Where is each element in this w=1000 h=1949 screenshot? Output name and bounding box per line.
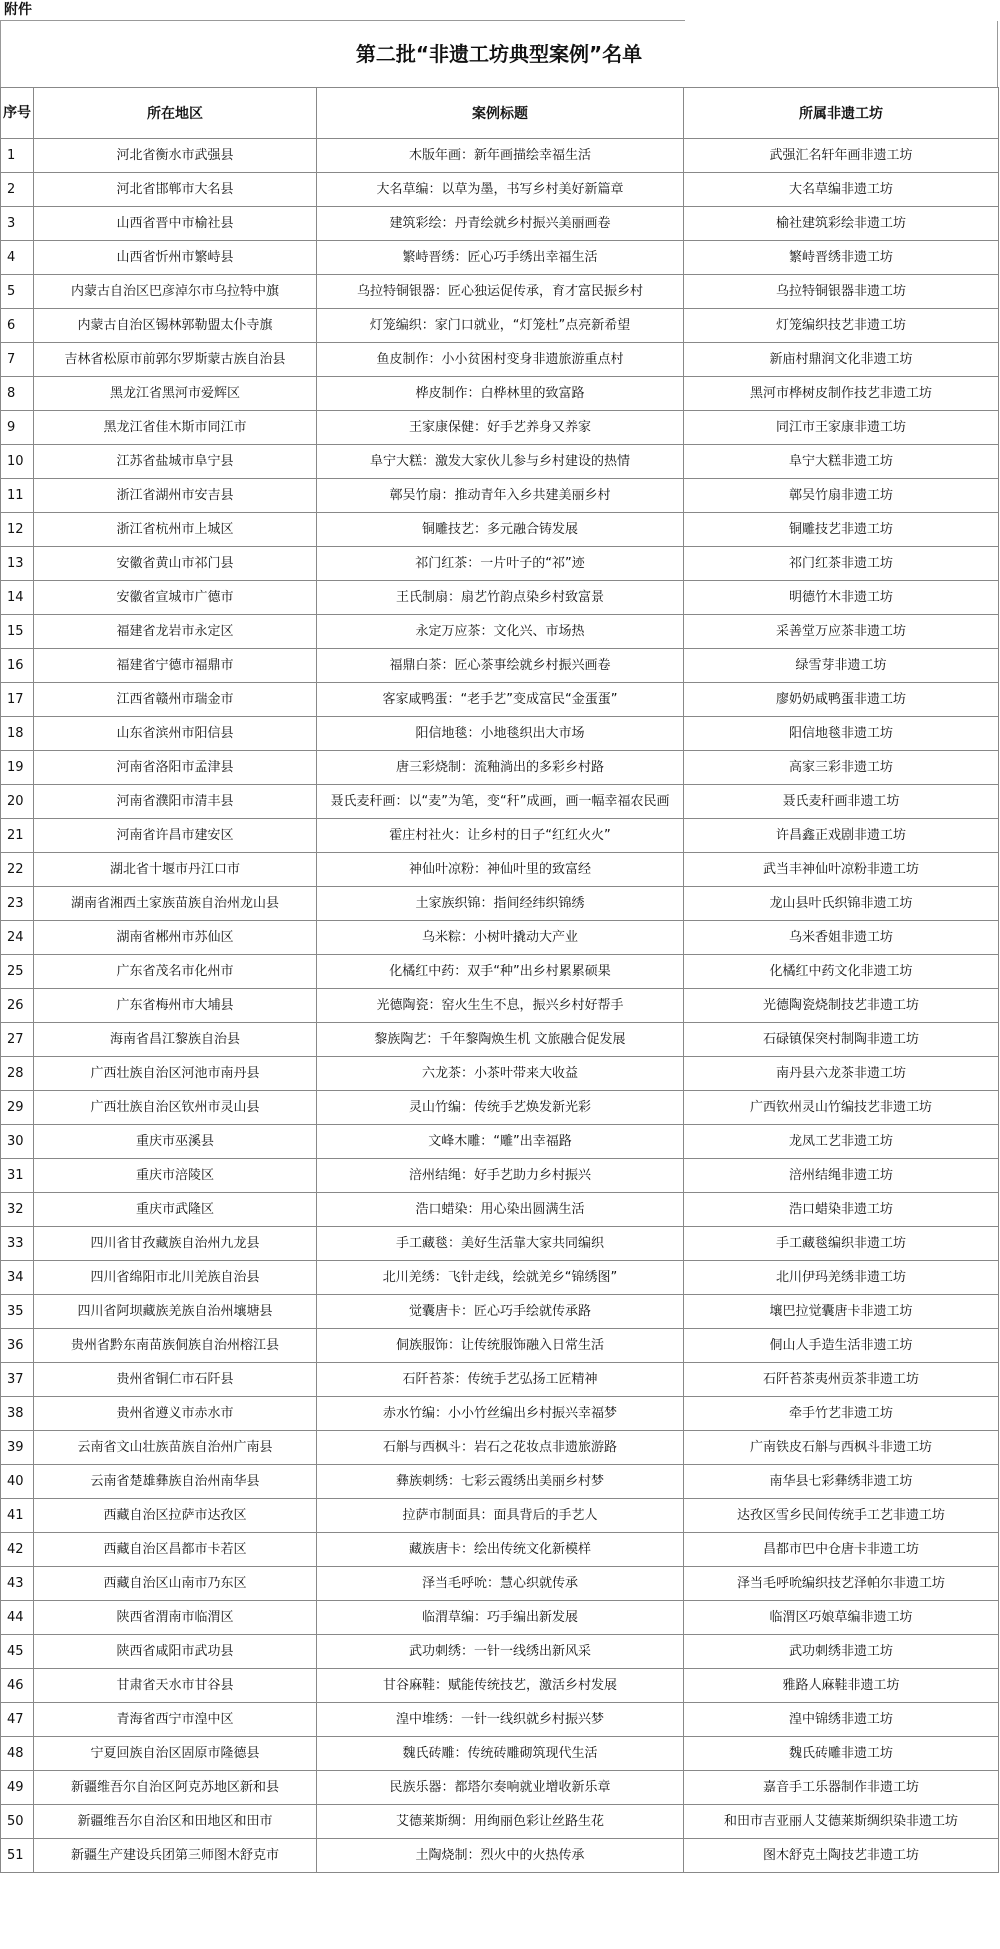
cell-case-title: 六龙茶：小茶叶带来大收益: [317, 1057, 684, 1091]
table-row: [1, 1567, 999, 1601]
cell-region: 新疆维吾尔自治区和田地区和田市: [34, 1805, 317, 1839]
cell-case-title: 霍庄村社火：让乡村的日子“红红火火”: [317, 819, 684, 853]
cell-case-title: 阳信地毯：小地毯织出大市场: [317, 717, 684, 751]
cell-case-title: 石阡苔茶：传统手艺弘扬工匠精神: [317, 1363, 684, 1397]
cell-workshop: 光德陶瓷烧制技艺非遗工坊: [684, 989, 999, 1023]
table-row: [1, 1703, 999, 1737]
table-row: [1, 1805, 999, 1839]
table-row: [1, 1431, 999, 1465]
cell-case-title: 艾德莱斯绸：用绚丽色彩让丝路生花: [317, 1805, 684, 1839]
table-row: [1, 989, 999, 1023]
cell-workshop: 新庙村鼎润文化非遗工坊: [684, 343, 999, 377]
table-row: [1, 887, 999, 921]
cell-seq: 12: [1, 513, 34, 547]
cell-workshop: 阳信地毯非遗工坊: [684, 717, 999, 751]
cell-workshop: 手工藏毯编织非遗工坊: [684, 1227, 999, 1261]
cell-case-title: 建筑彩绘：丹青绘就乡村振兴美丽画卷: [317, 207, 684, 241]
cell-workshop: 阜宁大糕非遗工坊: [684, 445, 999, 479]
cell-seq: 14: [1, 581, 34, 615]
table-row: [1, 853, 999, 887]
cell-workshop: 武功刺绣非遗工坊: [684, 1635, 999, 1669]
cell-workshop: 广南铁皮石斛与西枫斗非遗工坊: [684, 1431, 999, 1465]
cell-seq: 3: [1, 207, 34, 241]
table-row: [1, 1295, 999, 1329]
cell-workshop: 龙凤工艺非遗工坊: [684, 1125, 999, 1159]
cell-case-title: 石斛与西枫斗：岩石之花妆点非遗旅游路: [317, 1431, 684, 1465]
table-row: [1, 1159, 999, 1193]
cell-seq: 24: [1, 921, 34, 955]
cell-case-title: 福鼎白茶：匠心茶事绘就乡村振兴画卷: [317, 649, 684, 683]
table-row: [1, 1499, 999, 1533]
cell-case-title: 客家咸鸭蛋：“老手艺”变成富民“金蛋蛋”: [317, 683, 684, 717]
table-row: [1, 1397, 999, 1431]
cell-case-title: 鱼皮制作：小小贫困村变身非遗旅游重点村: [317, 343, 684, 377]
cell-region: 内蒙古自治区巴彦淖尔市乌拉特中旗: [34, 275, 317, 309]
cell-case-title: 鄣吴竹扇：推动青年入乡共建美丽乡村: [317, 479, 684, 513]
cell-seq: 18: [1, 717, 34, 751]
cell-workshop: 图木舒克土陶技艺非遗工坊: [684, 1839, 999, 1873]
cell-case-title: 武功刺绣：一针一线绣出新风采: [317, 1635, 684, 1669]
cell-case-title: 灵山竹编：传统手艺焕发新光彩: [317, 1091, 684, 1125]
table-row: [1, 683, 999, 717]
cell-workshop: 化橘红中药文化非遗工坊: [684, 955, 999, 989]
cell-workshop: 涪州结绳非遗工坊: [684, 1159, 999, 1193]
cell-case-title: 赤水竹编：小小竹丝编出乡村振兴幸福梦: [317, 1397, 684, 1431]
cell-seq: 31: [1, 1159, 34, 1193]
cell-seq: 42: [1, 1533, 34, 1567]
cell-region: 广西壮族自治区钦州市灵山县: [34, 1091, 317, 1125]
cell-seq: 25: [1, 955, 34, 989]
table-body: [1, 139, 999, 1873]
cell-workshop: 昌都市巴中仓唐卡非遗工坊: [684, 1533, 999, 1567]
table-row: [1, 275, 999, 309]
cell-region: 新疆生产建设兵团第三师图木舒克市: [34, 1839, 317, 1873]
cell-region: 新疆维吾尔自治区阿克苏地区新和县: [34, 1771, 317, 1805]
table-row: [1, 1329, 999, 1363]
cell-seq: 20: [1, 785, 34, 819]
cell-region: 广西壮族自治区河池市南丹县: [34, 1057, 317, 1091]
cell-workshop: 魏氏砖雕非遗工坊: [684, 1737, 999, 1771]
cell-workshop: 壤巴拉觉囊唐卡非遗工坊: [684, 1295, 999, 1329]
cell-case-title: 涪州结绳：好手艺助力乡村振兴: [317, 1159, 684, 1193]
cell-case-title: 祁门红茶：一片叶子的“祁”迹: [317, 547, 684, 581]
cell-seq: 22: [1, 853, 34, 887]
cell-region: 湖北省十堰市丹江口市: [34, 853, 317, 887]
table-row: [1, 1533, 999, 1567]
cell-workshop: 采善堂万应茶非遗工坊: [684, 615, 999, 649]
cell-seq: 1: [1, 139, 34, 173]
table-row: [1, 785, 999, 819]
cell-workshop: 绿雪芽非遗工坊: [684, 649, 999, 683]
cell-region: 浙江省湖州市安吉县: [34, 479, 317, 513]
cell-workshop: 嘉音手工乐器制作非遗工坊: [684, 1771, 999, 1805]
table-row: [1, 377, 999, 411]
header-workshop: 所属非遗工坊: [684, 88, 999, 139]
cell-seq: 8: [1, 377, 34, 411]
cell-workshop: 临渭区巧娘草编非遗工坊: [684, 1601, 999, 1635]
cell-region: 重庆市武隆区: [34, 1193, 317, 1227]
cell-seq: 39: [1, 1431, 34, 1465]
cell-seq: 11: [1, 479, 34, 513]
cell-case-title: 光德陶瓷：窑火生生不息，振兴乡村好帮手: [317, 989, 684, 1023]
cell-region: 河南省许昌市建安区: [34, 819, 317, 853]
table-row: [1, 479, 999, 513]
cell-seq: 48: [1, 1737, 34, 1771]
table-row: [1, 1125, 999, 1159]
cell-seq: 32: [1, 1193, 34, 1227]
cell-case-title: 临渭草编：巧手编出新发展: [317, 1601, 684, 1635]
cell-workshop: 榆社建筑彩绘非遗工坊: [684, 207, 999, 241]
cell-seq: 30: [1, 1125, 34, 1159]
table-row: [1, 547, 999, 581]
cell-region: 山东省滨州市阳信县: [34, 717, 317, 751]
header-region: 所在地区: [34, 88, 317, 139]
cell-case-title: 土家族织锦：指间经纬织锦绣: [317, 887, 684, 921]
cell-region: 安徽省宣城市广德市: [34, 581, 317, 615]
cell-workshop: 大名草编非遗工坊: [684, 173, 999, 207]
cell-region: 青海省西宁市湟中区: [34, 1703, 317, 1737]
cell-region: 广东省茂名市化州市: [34, 955, 317, 989]
table-row: [1, 1839, 999, 1873]
cell-region: 贵州省黔东南苗族侗族自治州榕江县: [34, 1329, 317, 1363]
table-row: [1, 411, 999, 445]
cell-case-title: 泽当毛呼吮：慧心织就传承: [317, 1567, 684, 1601]
cell-seq: 19: [1, 751, 34, 785]
cell-workshop: 北川伊玛羌绣非遗工坊: [684, 1261, 999, 1295]
cell-seq: 17: [1, 683, 34, 717]
cell-region: 海南省昌江黎族自治县: [34, 1023, 317, 1057]
attachment-label: 附件: [4, 2, 32, 18]
cell-region: 西藏自治区拉萨市达孜区: [34, 1499, 317, 1533]
cell-case-title: 觉囊唐卡：匠心巧手绘就传承路: [317, 1295, 684, 1329]
cell-case-title: 聂氏麦秆画：以“麦”为笔，变“秆”成画，画一幅幸福农民画: [317, 785, 684, 819]
cell-seq: 49: [1, 1771, 34, 1805]
cell-workshop: 龙山县叶氏织锦非遗工坊: [684, 887, 999, 921]
table-row: [1, 1261, 999, 1295]
cell-region: 浙江省杭州市上城区: [34, 513, 317, 547]
cell-workshop: 浩口蜡染非遗工坊: [684, 1193, 999, 1227]
cell-seq: 36: [1, 1329, 34, 1363]
table-header-row: [1, 88, 999, 139]
cell-workshop: 侗山人手造生活非遗工坊: [684, 1329, 999, 1363]
cell-case-title: 乌米粽：小树叶撬动大产业: [317, 921, 684, 955]
cell-seq: 50: [1, 1805, 34, 1839]
cell-region: 贵州省遵义市赤水市: [34, 1397, 317, 1431]
cell-case-title: 民族乐器：都塔尔奏响就业增收新乐章: [317, 1771, 684, 1805]
cell-workshop: 同江市王家康非遗工坊: [684, 411, 999, 445]
cell-region: 云南省文山壮族苗族自治州广南县: [34, 1431, 317, 1465]
cell-region: 湖南省湘西土家族苗族自治州龙山县: [34, 887, 317, 921]
cell-workshop: 武当丰神仙叶凉粉非遗工坊: [684, 853, 999, 887]
table-row: [1, 1227, 999, 1261]
table-row: [1, 1635, 999, 1669]
cell-workshop: 许昌鑫正戏剧非遗工坊: [684, 819, 999, 853]
cell-workshop: 黑河市桦树皮制作技艺非遗工坊: [684, 377, 999, 411]
cell-region: 吉林省松原市前郭尔罗斯蒙古族自治县: [34, 343, 317, 377]
cell-case-title: 侗族服饰：让传统服饰融入日常生活: [317, 1329, 684, 1363]
cell-workshop: 和田市吉亚丽人艾德莱斯绸织染非遗工坊: [684, 1805, 999, 1839]
cell-seq: 21: [1, 819, 34, 853]
cell-seq: 35: [1, 1295, 34, 1329]
table-row: [1, 513, 999, 547]
table-row: [1, 921, 999, 955]
cell-seq: 43: [1, 1567, 34, 1601]
cell-seq: 29: [1, 1091, 34, 1125]
cell-region: 西藏自治区昌都市卡若区: [34, 1533, 317, 1567]
cell-region: 福建省龙岩市永定区: [34, 615, 317, 649]
cell-region: 河北省邯郸市大名县: [34, 173, 317, 207]
table-row: [1, 343, 999, 377]
table-row: [1, 1601, 999, 1635]
cell-case-title: 拉萨市制面具：面具背后的手艺人: [317, 1499, 684, 1533]
cell-seq: 51: [1, 1839, 34, 1873]
cell-seq: 5: [1, 275, 34, 309]
table-row: [1, 1771, 999, 1805]
table-row: [1, 1193, 999, 1227]
cell-seq: 37: [1, 1363, 34, 1397]
cell-seq: 47: [1, 1703, 34, 1737]
cell-case-title: 甘谷麻鞋：赋能传统技艺，激活乡村发展: [317, 1669, 684, 1703]
cell-seq: 28: [1, 1057, 34, 1091]
cell-workshop: 雅路人麻鞋非遗工坊: [684, 1669, 999, 1703]
cell-workshop: 聂氏麦秆画非遗工坊: [684, 785, 999, 819]
cell-region: 甘肃省天水市甘谷县: [34, 1669, 317, 1703]
cell-case-title: 藏族唐卡：绘出传统文化新模样: [317, 1533, 684, 1567]
cell-seq: 13: [1, 547, 34, 581]
cell-case-title: 文峰木雕：“雕”出幸福路: [317, 1125, 684, 1159]
cell-region: 云南省楚雄彝族自治州南华县: [34, 1465, 317, 1499]
cell-case-title: 彝族刺绣：七彩云霞绣出美丽乡村梦: [317, 1465, 684, 1499]
header-case-title: 案例标题: [317, 88, 684, 139]
cell-workshop: 达孜区雪乡民间传统手工艺非遗工坊: [684, 1499, 999, 1533]
cell-case-title: 铜雕技艺：多元融合铸发展: [317, 513, 684, 547]
cell-workshop: 乌米香姐非遗工坊: [684, 921, 999, 955]
table-row: [1, 173, 999, 207]
cell-workshop: 高家三彩非遗工坊: [684, 751, 999, 785]
table-row: [1, 615, 999, 649]
cell-region: 湖南省郴州市苏仙区: [34, 921, 317, 955]
cell-seq: 34: [1, 1261, 34, 1295]
cell-seq: 4: [1, 241, 34, 275]
table-row: [1, 139, 999, 173]
cell-seq: 16: [1, 649, 34, 683]
cell-region: 黑龙江省佳木斯市同江市: [34, 411, 317, 445]
cell-seq: 46: [1, 1669, 34, 1703]
cell-workshop: 乌拉特铜银器非遗工坊: [684, 275, 999, 309]
cell-seq: 41: [1, 1499, 34, 1533]
cell-region: 江西省赣州市瑞金市: [34, 683, 317, 717]
cell-region: 福建省宁德市福鼎市: [34, 649, 317, 683]
cell-region: 重庆市涪陵区: [34, 1159, 317, 1193]
cell-workshop: 鄣吴竹扇非遗工坊: [684, 479, 999, 513]
cell-region: 西藏自治区山南市乃东区: [34, 1567, 317, 1601]
cell-region: 陕西省渭南市临渭区: [34, 1601, 317, 1635]
cell-region: 四川省阿坝藏族羌族自治州壤塘县: [34, 1295, 317, 1329]
cell-region: 江苏省盐城市阜宁县: [34, 445, 317, 479]
cell-case-title: 唐三彩烧制：流釉淌出的多彩乡村路: [317, 751, 684, 785]
cell-region: 黑龙江省黑河市爱辉区: [34, 377, 317, 411]
cell-region: 贵州省铜仁市石阡县: [34, 1363, 317, 1397]
cell-case-title: 黎族陶艺：千年黎陶焕生机 文旅融合促发展: [317, 1023, 684, 1057]
table-row: [1, 717, 999, 751]
cell-seq: 45: [1, 1635, 34, 1669]
cell-case-title: 北川羌绣：飞针走线，绘就羌乡“锦绣图”: [317, 1261, 684, 1295]
table-row: [1, 445, 999, 479]
cell-seq: 23: [1, 887, 34, 921]
cell-seq: 10: [1, 445, 34, 479]
cell-seq: 7: [1, 343, 34, 377]
cell-workshop: 石阡苔茶夷州贡茶非遗工坊: [684, 1363, 999, 1397]
cell-workshop: 廖奶奶咸鸭蛋非遗工坊: [684, 683, 999, 717]
cell-case-title: 魏氏砖雕：传统砖雕砌筑现代生活: [317, 1737, 684, 1771]
cell-workshop: 石碌镇保突村制陶非遗工坊: [684, 1023, 999, 1057]
page-title: 第二批“非遗工坊典型案例”名单: [0, 21, 998, 87]
cell-seq: 6: [1, 309, 34, 343]
cell-region: 重庆市巫溪县: [34, 1125, 317, 1159]
cell-case-title: 阜宁大糕：激发大家伙儿参与乡村建设的热情: [317, 445, 684, 479]
case-table: [0, 87, 999, 1873]
table-row: [1, 207, 999, 241]
table-row: [1, 1057, 999, 1091]
cell-case-title: 神仙叶凉粉：神仙叶里的致富经: [317, 853, 684, 887]
cell-seq: 44: [1, 1601, 34, 1635]
cell-case-title: 灯笼编织：家门口就业，“灯笼杜”点亮新希望: [317, 309, 684, 343]
cell-region: 河南省濮阳市清丰县: [34, 785, 317, 819]
table-row: [1, 1363, 999, 1397]
table-row: [1, 581, 999, 615]
cell-case-title: 化橘红中药：双手“种”出乡村累累硕果: [317, 955, 684, 989]
cell-seq: 26: [1, 989, 34, 1023]
cell-case-title: 永定万应茶：文化兴、市场热: [317, 615, 684, 649]
table-row: [1, 241, 999, 275]
cell-case-title: 木版年画：新年画描绘幸福生活: [317, 139, 684, 173]
cell-seq: 40: [1, 1465, 34, 1499]
cell-workshop: 武强汇名轩年画非遗工坊: [684, 139, 999, 173]
cell-workshop: 繁峙晋绣非遗工坊: [684, 241, 999, 275]
cell-region: 河北省衡水市武强县: [34, 139, 317, 173]
cell-region: 内蒙古自治区锡林郭勒盟太仆寺旗: [34, 309, 317, 343]
cell-seq: 33: [1, 1227, 34, 1261]
table-row: [1, 1737, 999, 1771]
cell-seq: 38: [1, 1397, 34, 1431]
cell-region: 河南省洛阳市孟津县: [34, 751, 317, 785]
cell-workshop: 泽当毛呼吮编织技艺泽帕尔非遗工坊: [684, 1567, 999, 1601]
table-row: [1, 1465, 999, 1499]
cell-seq: 2: [1, 173, 34, 207]
cell-case-title: 乌拉特铜银器：匠心独运促传承，育才富民振乡村: [317, 275, 684, 309]
cell-workshop: 湟中锦绣非遗工坊: [684, 1703, 999, 1737]
cell-region: 山西省晋中市榆社县: [34, 207, 317, 241]
cell-case-title: 手工藏毯：美好生活靠大家共同编织: [317, 1227, 684, 1261]
table-row: [1, 955, 999, 989]
table-row: [1, 309, 999, 343]
table-row: [1, 649, 999, 683]
cell-workshop: 南丹县六龙茶非遗工坊: [684, 1057, 999, 1091]
cell-case-title: 桦皮制作：白桦林里的致富路: [317, 377, 684, 411]
cell-case-title: 湟中堆绣：一针一线织就乡村振兴梦: [317, 1703, 684, 1737]
cell-region: 山西省忻州市繁峙县: [34, 241, 317, 275]
cell-region: 安徽省黄山市祁门县: [34, 547, 317, 581]
case-list-sheet: [0, 21, 998, 1873]
header-seq: 序号: [1, 88, 34, 139]
cell-seq: 15: [1, 615, 34, 649]
cell-region: 四川省甘孜藏族自治州九龙县: [34, 1227, 317, 1261]
cell-workshop: 南华县七彩彝绣非遗工坊: [684, 1465, 999, 1499]
cell-workshop: 广西钦州灵山竹编技艺非遗工坊: [684, 1091, 999, 1125]
table-row: [1, 1091, 999, 1125]
cell-workshop: 明德竹木非遗工坊: [684, 581, 999, 615]
cell-region: 宁夏回族自治区固原市隆德县: [34, 1737, 317, 1771]
cell-workshop: 铜雕技艺非遗工坊: [684, 513, 999, 547]
cell-workshop: 牵手竹艺非遗工坊: [684, 1397, 999, 1431]
cell-case-title: 王家康保健：好手艺养身又养家: [317, 411, 684, 445]
cell-workshop: 灯笼编织技艺非遗工坊: [684, 309, 999, 343]
cell-case-title: 大名草编：以草为墨，书写乡村美好新篇章: [317, 173, 684, 207]
table-row: [1, 1669, 999, 1703]
cell-case-title: 浩口蜡染：用心染出圆满生活: [317, 1193, 684, 1227]
cell-seq: 9: [1, 411, 34, 445]
cell-region: 广东省梅州市大埔县: [34, 989, 317, 1023]
cell-seq: 27: [1, 1023, 34, 1057]
cell-region: 四川省绵阳市北川羌族自治县: [34, 1261, 317, 1295]
table-row: [1, 751, 999, 785]
cell-region: 陕西省咸阳市武功县: [34, 1635, 317, 1669]
cell-workshop: 祁门红茶非遗工坊: [684, 547, 999, 581]
cell-case-title: 王氏制扇：扇艺竹韵点染乡村致富景: [317, 581, 684, 615]
table-row: [1, 1023, 999, 1057]
cell-case-title: 繁峙晋绣：匠心巧手绣出幸福生活: [317, 241, 684, 275]
table-row: [1, 819, 999, 853]
cell-case-title: 土陶烧制：烈火中的火热传承: [317, 1839, 684, 1873]
